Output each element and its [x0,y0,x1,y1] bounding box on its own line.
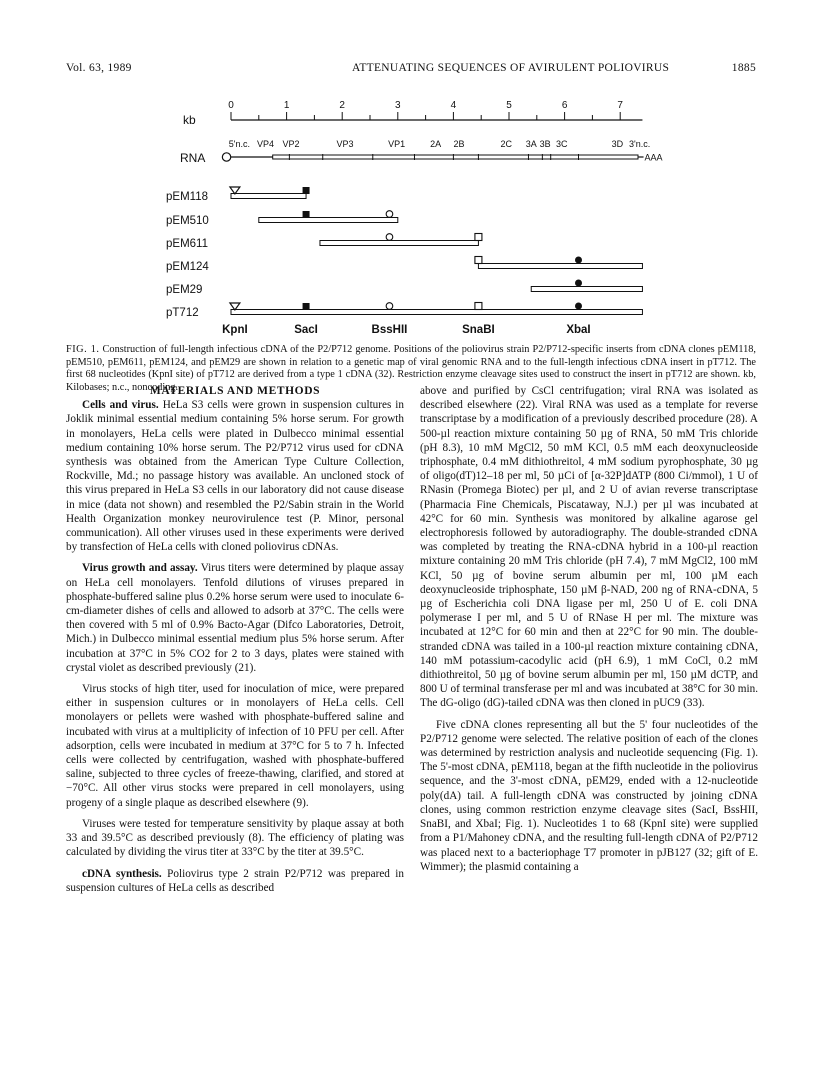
scale-label: kb [183,113,196,127]
region-label: 2C [500,139,512,149]
polyA-label: AAA [644,152,663,163]
paragraph: above and purified by CsCl centrifugation; viral RNA was isolated as described elsewhere (22). Viral RNA was used as a template for reverse transcriptase by a modification of a previously described procedure (28). A 500-µl reaction mixture containing 50 µg of RNA, 50 mM Tris chloride (pH 8.3), 10 mM MgCl2, 50 mM KCl, 0.5 mM each deoxynucleoside triphosphate, 0.4 mM dithiothreitol, 4 mM sodium pyrophosphate, 30 µg of oligo(dT)12–18 per ml, 50 µCi of [α-32P]dATP (800 Ci/mmol), 1 U of RNasin (Promega Biotec) per µl, and 2 U of avian reverse transcriptase (Pharmacia Fine Chemicals, Piscataway, N.J.) per µl was incubated at 42°C for 60 min. Synthesis was monitored by alkaline agarose gel electrophoresis followed by autoradiography. The double-stranded cDNA was completed by treating the RNA-cDNA hybrid in a 100-µl reaction mixture containing 20 mM Tris chloride (pH 7.4), 7 mM MgCl2, 100 mM KCl, 50 µg of bovine serum albumin per ml, 100 µM each deoxynucleoside triphosphate, 150 µM β-NAD, 200 ng of RNA-cDNA, 5 µg of Escherichia coli DNA ligase per ml, 250 U of E. coli DNA polymerase I per ml, and 5 U of RNase H per ml. The mixture was incubated at 12°C for 60 min and then at 22°C for 90 min. The double-stranded cDNA was tailed in a 100-µl reaction mixture containing cDNA, 140 mM potassium-cacodylic acid (pH 6.9), 1 mM CoCl, 0.2 mM dithiothreitol, 50 µg of bovine serum albumin per ml, 150 µM dCTP, and 800 U of terminal transferase per ml and was incubated at 38°C for 30 min. The dG-oligo (dG)-tailed cDNA was then cloned in pUC9 (33). [420,385,758,710]
clone-bar [259,218,398,223]
paragraph [66,561,404,675]
clone-label: pEM118 [166,191,208,203]
clone-label: pEM29 [166,284,203,296]
paragraph: Five cDNA clones representing all but the 5' four nucleotides of the P2/P712 genome were selected. The relative position of each of the clones was determined by restriction analysis and nucleotide sequencing (Fig. 1). The 5'-most cDNA, pEM118, began at the fifth nucleotide in the poliovirus sequence, and the 3'-most cDNA, pEM29, ended with a 12-nucleotide poly(dA) tail. A full-length cDNA was constructed by joining cDNA clones, using common restriction enzyme cleavage sites (SacI, BssHII, SnaBI, and XbaI; Fig. 1). Nucleotides 1 to 68 (KpnI site) were supplied from a P1/Mahoney cDNA, and the resulting full-length cDNA of P2/P712 was placed next to a bacteriophage T7 promoter in pJB127 (32; gift of E. Wimmer); the plasmid containing a [420,718,758,873]
snabi-marker [475,234,482,241]
scale-tick-label: 1 [283,100,290,111]
paragraph: Virus stocks of high titer, used for inoculation of mice, were prepared either in suspension cultures or in monolayers of HeLa cells. Cell monolayers or pellets were washed with phosphate-buffered saline and incubated with virus at a multiplicity of infection of 10 PFU per cell. After adsorption, cells were incubated in medium at 37°C for 5 to 7 h. Infected cells were collected by centrifugation, washed with phosphate-buffered saline, subjected to three cycles of freeze-thawing, clarified, and stored at −70°C. All other virus stocks were prepared in cell monolayers, using progeny of a single plaque as described elsewhere (9). [66,683,404,809]
saci-marker [303,303,310,310]
clone-label: pEM611 [166,238,208,250]
scale-tick-label: 2 [339,100,345,111]
scale-tick-label: 4 [450,100,457,111]
caption-label: FIG. 1. [66,344,100,355]
clone-map [166,191,642,319]
region-label: VP4 [256,139,274,149]
paragraph-text: HeLa S3 cells were grown in suspension cultures in Joklik minimal essential medium containing 5% horse serum. For growth in monolayers, HeLa cells were plated in Dulbecco minimal essential medium containing 10% horse serum. The P2/P712 virus used for cDNA synthesis was obtained from the American Type Culture Collection, Rockville, Md.; no passage history was available. An uncloned stock of this virus prepared in HeLa S3 cells in our laboratory did not cause disease in mice (data not shown) and resembled the P2/Sabin strain in the World Health Organization monkey neurovirulence test (P. Minor, personal communication). All other viruses used in these experiments were derived by transfection of HeLa cells with cloned poliovirus cDNAs. [66,399,405,554]
region-label: 3A [525,139,537,149]
saci-marker [303,211,310,218]
region-label: 3B [539,139,551,149]
run-in-heading: Virus growth and assay. [82,562,198,575]
clone-bar [231,194,306,199]
run-in-heading: Cells and virus. [82,399,159,412]
kb-scale [183,100,642,127]
region-label: 3'n.c. [629,139,651,149]
rna-label: RNA [180,151,206,165]
paragraph: Viruses were tested for temperature sensitivity by plaque assay at both 33 and 39.5°C as described previously (8). The efficiency of plating was calculated by dividing the virus titer at 33°C by the titer at 39.5°C. [66,817,404,859]
snabi-marker [475,257,482,264]
site-label: BssHII [371,324,408,336]
figure-1 [0,0,816,345]
region-label: 2B [453,139,465,149]
kpni-marker [230,303,240,310]
rna-coding-bar [273,155,638,159]
site-label: KpnI [222,324,248,336]
clone-label: pEM124 [166,261,209,273]
clone-bar [320,241,478,246]
clone-bar [531,287,642,292]
scale-tick-label: 5 [506,100,512,111]
paragraph [66,867,404,895]
paragraph [66,398,404,554]
rna-map [180,139,663,165]
region-label: 2A [430,139,442,149]
saci-marker [303,187,310,194]
scale-tick-label: 0 [228,100,234,111]
running-title: ATTENUATING SEQUENCES OF AVIRULENT POLIOVIRUS [352,62,670,74]
site-label: SacI [294,324,318,336]
scale-tick-label: 6 [561,100,568,111]
left-column [66,384,404,895]
site-label: SnaBI [462,324,495,336]
paragraph-text: Poliovirus type 2 strain P2/P712 was prepared in suspension cultures of HeLa cells as described [66,867,405,894]
region-label: 3C [556,139,568,149]
bsshii-marker [386,234,393,241]
kpni-marker [230,187,240,194]
region-label: 3D [611,139,624,149]
scale-tick-label: 7 [617,100,623,111]
region-label: VP1 [388,139,406,149]
xbai-marker [575,280,582,287]
xbai-marker [575,257,582,264]
section-title: MATERIALS AND METHODS [149,385,321,397]
paragraph-text: Virus titers were determined by plaque assay on HeLa cell monolayers. Tenfold dilutions of viruses prepared in phosphate-buffered saline plus 0.2% horse serum were used to inoculate 6-cm-diameter dishes of cells and allowed to adsorb at 37°C. The cells were then covered with 5 ml of 0.9% Bacto-Agar (Difco Laboratories, Detroit, Mich.) in Dulbecco minimal essential medium plus 5% horse serum. After incubation at 37°C in 5% CO2 for 2 to 3 days, plates were stained with crystal violet as described previously (21). [66,562,404,674]
clone-bar [231,310,642,315]
clone-label: pT712 [166,307,199,319]
region-label: 5'n.c. [228,139,250,149]
journal-volume: Vol. 63, 1989 [66,62,132,74]
page-number: 1885 [731,62,756,74]
bsshii-marker [386,303,393,310]
clone-bar [478,264,642,269]
right-column [420,384,758,874]
scale-tick-label: 3 [395,100,401,111]
region-label: VP2 [282,139,300,149]
rna-5prime-circle [222,153,230,161]
xbai-marker [575,303,582,310]
region-label: VP3 [336,139,354,149]
site-label: XbaI [566,324,591,336]
bsshii-marker [386,211,393,218]
run-in-heading: cDNA synthesis. [82,867,162,880]
snabi-marker [475,303,482,310]
clone-label: pEM510 [166,215,209,227]
caption-text: Construction of full-length infectious cDNA of the P2/P712 genome. Positions of the poliovirus strain P2/P712-specific inserts from cDNA clones pEM118, pEM510, pEM611, pEM124, and pEM29 are shown in relation to a genetic map of viral genomic RNA and to the full-length infectious cDNA insert in pT712. The first 68 nucleotides (KpnI site) of pT712 are derived from a type 1 cDNA (32). Restriction enzyme cleavage sites used to construct the insert in pT712 are shown. kb, Kilobases; n.c., noncoding. [66,344,756,393]
